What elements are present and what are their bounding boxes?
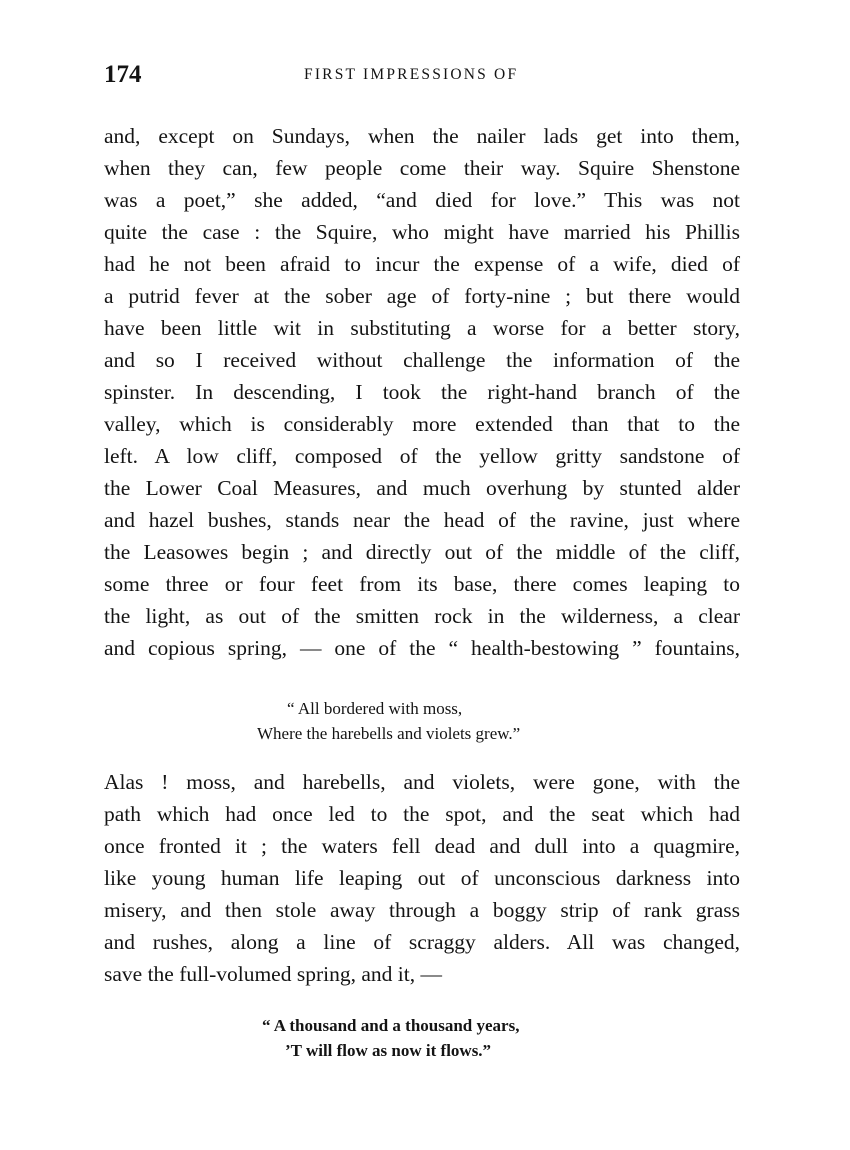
body-paragraph <box>104 766 740 990</box>
text-line: and rushes, along a line of scraggy alders. All was changed, <box>104 930 740 954</box>
text-line: was a poet,” she added, “and died for love.” This was not <box>104 188 740 212</box>
text-line: the Leasowes begin ; and directly out of the middle of the cliff, <box>104 540 740 564</box>
text-line: the light, as out of the smitten rock in the wilderness, a clear <box>104 604 740 628</box>
text-line: a putrid fever at the sober age of forty-nine ; but there would <box>104 284 740 308</box>
verse-quotation <box>0 1013 850 1063</box>
verse-quotation <box>0 696 850 746</box>
verse-line: “ A thousand and a thousand years, <box>262 1016 520 1035</box>
verse-line: “ All bordered with moss, <box>287 699 463 718</box>
text-line: like young human life leaping out of unconscious darkness into <box>104 866 740 890</box>
text-line: and so I received without challenge the information of the <box>104 348 740 372</box>
text-line: valley, which is considerably more extended than that to the <box>104 412 740 436</box>
text-line: some three or four feet from its base, there comes leaping to <box>104 572 740 596</box>
page-number: 174 <box>104 61 142 88</box>
text-line: quite the case : the Squire, who might have married his Phillis <box>104 220 740 244</box>
text-line: and hazel bushes, stands near the head of the ravine, just where <box>104 508 740 532</box>
page-header <box>104 60 736 94</box>
text-line: misery, and then stole away through a boggy strip of rank grass <box>104 898 740 922</box>
verse-line: ’T will flow as now it flows.” <box>285 1041 492 1060</box>
text-line: and copious spring, — one of the “ health-bestowing ” fountains, <box>104 636 740 660</box>
text-line: Alas ! moss, and harebells, and violets, were gone, with the <box>104 770 740 794</box>
text-line: left. A low cliff, composed of the yellow gritty sandstone of <box>104 444 740 468</box>
text-line: once fronted it ; the waters fell dead and dull into a quagmire, <box>104 834 740 858</box>
body-paragraph <box>104 120 740 664</box>
text-line: when they can, few people come their way. Squire Shenstone <box>104 156 740 180</box>
text-line: path which had once led to the spot, and the seat which had <box>104 802 740 826</box>
text-line: and, except on Sundays, when the nailer lads get into them, <box>104 124 740 148</box>
text-line: had he not been afraid to incur the expense of a wife, died of <box>104 252 740 276</box>
text-line: the Lower Coal Measures, and much overhung by stunted alder <box>104 476 740 500</box>
verse-line: Where the harebells and violets grew.” <box>257 724 521 743</box>
text-line: have been little wit in substituting a worse for a better story, <box>104 316 740 340</box>
text-line: save the full-volumed spring, and it, — <box>104 962 442 986</box>
running-head: FIRST IMPRESSIONS OF <box>304 66 519 83</box>
text-line: spinster. In descending, I took the right-hand branch of the <box>104 380 740 404</box>
